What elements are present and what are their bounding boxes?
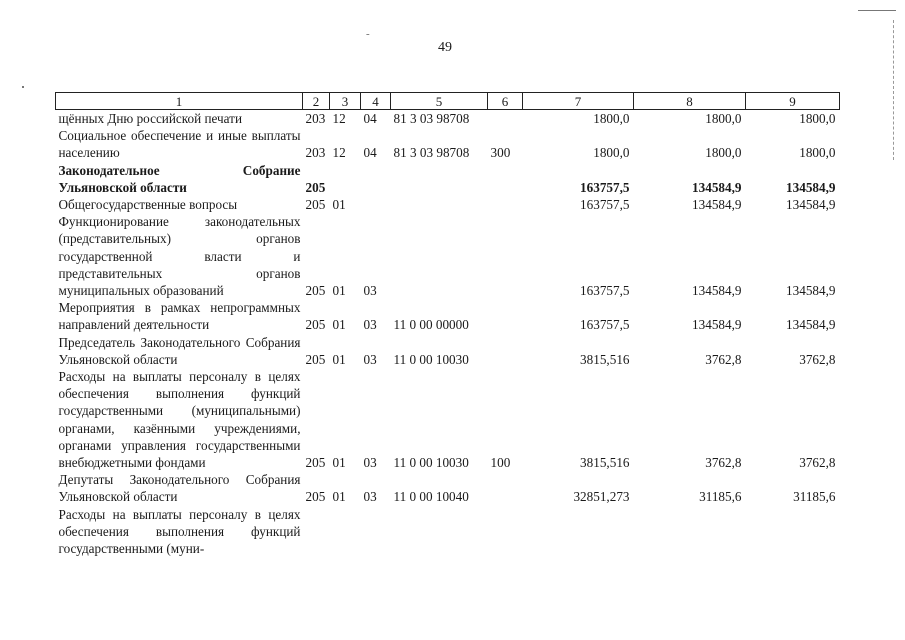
amount-cell: 32851,273 — [573, 489, 630, 505]
table-row — [56, 196, 840, 213]
amount-cell: 3815,516 — [580, 455, 630, 471]
amount-cell — [523, 506, 634, 558]
code-cell: 203 — [305, 111, 326, 126]
page-number: 49 — [438, 40, 452, 55]
code-cell: 11 0 00 10040 — [393, 489, 469, 505]
code-cell: 300 — [490, 145, 511, 161]
code-cell: 03 — [363, 455, 377, 471]
amount-cell: 163757,5 — [580, 197, 630, 213]
code-cell: 12 — [332, 145, 346, 161]
item-name-cell: Функционирование законодательных (представительных) органов государственной власти и представительных органов муниципальных образований — [58, 214, 301, 299]
table-row — [56, 110, 840, 128]
code-cell — [488, 110, 523, 128]
table-row — [56, 162, 840, 196]
code-cell — [488, 213, 523, 299]
header-cell: 1 — [56, 93, 303, 110]
amount-cell: 1800,0 — [593, 145, 630, 161]
code-cell: 100 — [490, 455, 511, 471]
code-cell — [488, 506, 523, 558]
code-cell — [391, 196, 488, 213]
item-name-cell: Мероприятия в рамках непрограммных направлений деятельности — [58, 300, 301, 333]
code-cell: 01 — [332, 317, 346, 333]
amount-cell: 1800,0 — [705, 111, 742, 126]
table-row — [56, 299, 840, 333]
code-cell: 11 0 00 00000 — [393, 317, 469, 333]
amount-cell — [634, 506, 746, 558]
code-cell — [391, 162, 488, 196]
amount-cell: 163757,5 — [580, 283, 630, 299]
table-row — [56, 127, 840, 161]
table-header-row — [56, 93, 840, 110]
code-cell: 11 0 00 10030 — [393, 455, 469, 471]
amount-cell: 3762,8 — [799, 351, 836, 367]
table-row — [56, 506, 840, 558]
amount-cell: 163757,5 — [580, 179, 630, 195]
amount-cell: 134584,9 — [786, 197, 836, 213]
item-name-cell: Законодательное Собрание Ульяновской области — [58, 162, 301, 195]
amount-cell: 134584,9 — [786, 179, 836, 195]
code-cell: 205 — [305, 197, 326, 213]
code-cell: 04 — [363, 111, 377, 126]
code-cell — [488, 162, 523, 196]
code-cell: 205 — [305, 455, 326, 471]
item-name-cell: щённых Дню российской печати — [58, 111, 242, 126]
amount-cell: 134584,9 — [692, 317, 742, 333]
header-cell: 7 — [523, 93, 634, 110]
header-cell: 9 — [746, 93, 840, 110]
header-cell: 4 — [361, 93, 391, 110]
table-row — [56, 213, 840, 299]
code-cell: 03 — [363, 489, 377, 505]
amount-cell: 3762,8 — [705, 455, 742, 471]
code-cell: 205 — [305, 351, 326, 367]
code-cell — [391, 213, 488, 299]
amount-cell: 1800,0 — [799, 145, 836, 161]
code-cell — [488, 299, 523, 333]
scan-edge-line — [893, 20, 894, 160]
code-cell: 01 — [332, 351, 346, 367]
item-name-cell: Расходы на выплаты персоналу в целях обеспечения выполнения функций государственными (муни- — [58, 506, 301, 557]
table-row — [56, 471, 840, 505]
budget-table — [55, 92, 840, 557]
code-cell — [361, 196, 391, 213]
code-cell: 12 — [332, 111, 346, 126]
code-cell — [361, 162, 391, 196]
amount-cell: 134584,9 — [692, 179, 742, 195]
table-row — [56, 368, 840, 471]
code-cell: 81 3 03 98708 — [393, 145, 470, 161]
item-name-cell: Председатель Законодательного Собрания Ульяновской области — [58, 334, 301, 367]
code-cell: 11 0 00 10030 — [393, 351, 469, 367]
code-cell — [303, 506, 330, 558]
code-cell: 205 — [305, 489, 326, 505]
code-cell: 01 — [332, 197, 346, 213]
header-cell: 3 — [330, 93, 361, 110]
amount-cell: 134584,9 — [692, 283, 742, 299]
header-cell: 2 — [303, 93, 330, 110]
code-cell: 81 3 03 98708 — [393, 111, 470, 126]
scan-speck — [858, 10, 896, 11]
code-cell: 205 — [305, 179, 326, 195]
code-cell: 01 — [332, 283, 346, 299]
code-cell: 205 — [305, 283, 326, 299]
item-name-cell: Депутаты Законодательного Собрания Ульяновской области — [58, 472, 301, 505]
code-cell — [488, 334, 523, 368]
code-cell: 205 — [305, 317, 326, 333]
item-name-cell: Расходы на выплаты персоналу в целях обеспечения выполнения функций государственными (муниципальными) органами, казёнными учреждениями, органами управления государственными внебюджетными фондами — [58, 369, 301, 471]
scan-speck — [22, 86, 24, 88]
code-cell: 203 — [305, 145, 326, 161]
code-cell: 01 — [332, 489, 346, 505]
item-name-cell: Социальное обеспечение и иные выплаты населению — [58, 128, 301, 161]
amount-cell: 134584,9 — [786, 317, 836, 333]
amount-cell: 1800,0 — [799, 111, 836, 126]
header-cell: 6 — [488, 93, 523, 110]
code-cell: 03 — [363, 283, 377, 299]
code-cell — [488, 471, 523, 505]
amount-cell: 3762,8 — [705, 351, 742, 367]
scan-mark: - — [366, 28, 370, 40]
amount-cell: 134584,9 — [786, 283, 836, 299]
header-cell: 5 — [391, 93, 488, 110]
table-row — [56, 334, 840, 368]
amount-cell: 3815,516 — [580, 351, 630, 367]
code-cell — [361, 506, 391, 558]
amount-cell: 163757,5 — [580, 317, 630, 333]
header-cell: 8 — [634, 93, 746, 110]
amount-cell — [746, 506, 840, 558]
code-cell — [330, 506, 361, 558]
code-cell: 03 — [363, 317, 377, 333]
amount-cell: 31185,6 — [793, 489, 836, 505]
code-cell — [330, 162, 361, 196]
amount-cell: 3762,8 — [799, 455, 836, 471]
item-name-cell: Общегосударственные вопросы — [58, 197, 238, 213]
code-cell: 04 — [363, 145, 377, 161]
code-cell: 01 — [332, 455, 346, 471]
amount-cell: 31185,6 — [699, 489, 742, 505]
code-cell — [391, 506, 488, 558]
amount-cell: 1800,0 — [705, 145, 742, 161]
code-cell — [488, 196, 523, 213]
amount-cell: 1800,0 — [593, 111, 630, 126]
amount-cell: 134584,9 — [692, 197, 742, 213]
code-cell: 03 — [363, 351, 377, 367]
